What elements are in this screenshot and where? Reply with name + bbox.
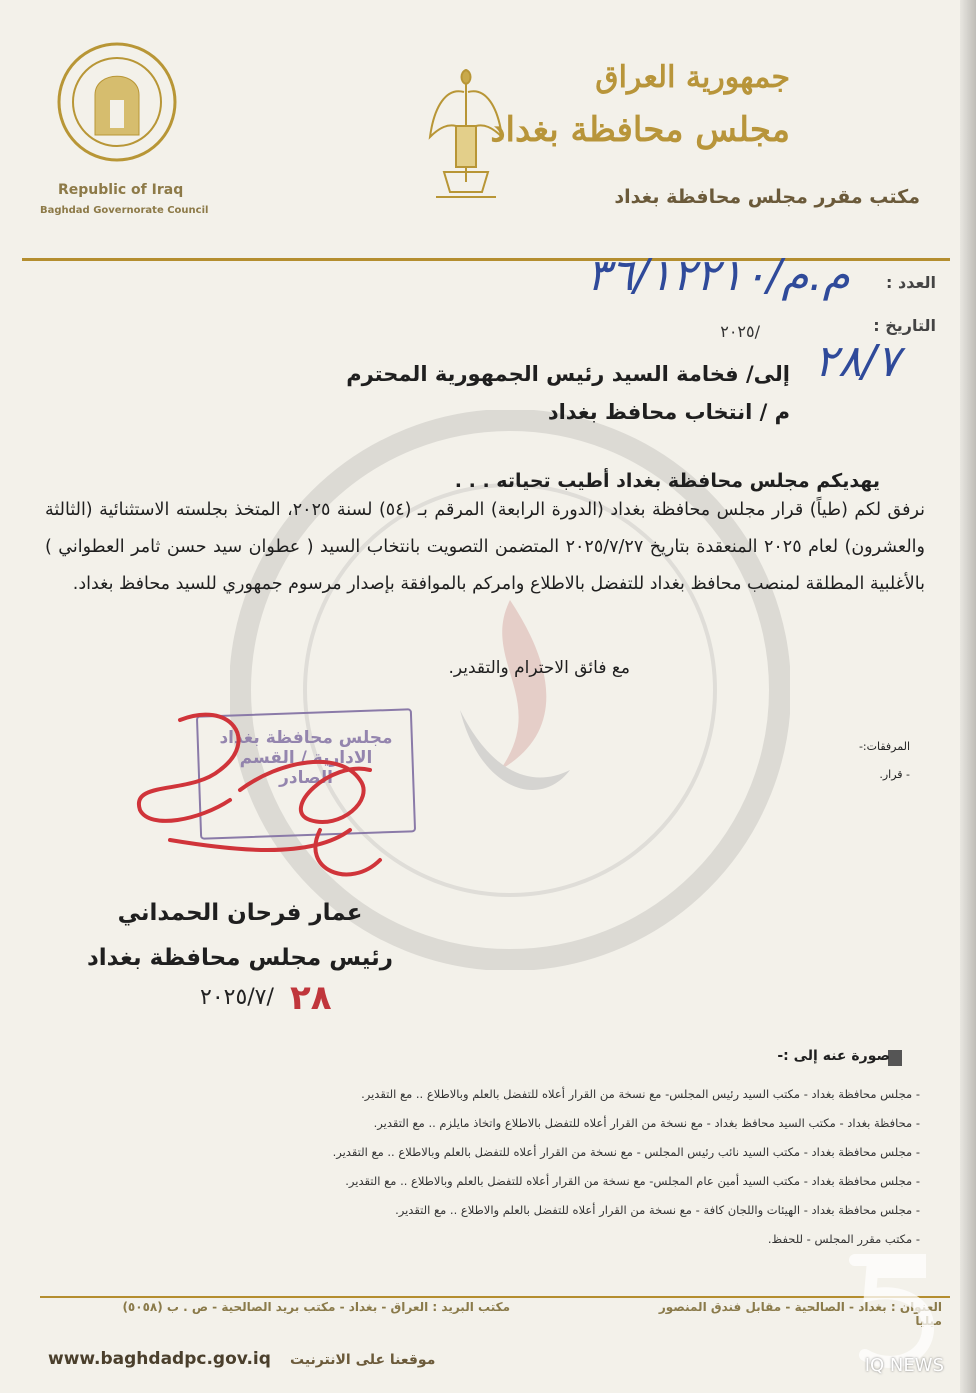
- footer-website-link[interactable]: www.baghdadpc.gov.iq: [48, 1349, 271, 1369]
- cc-item: - مجلس محافظة بغداد - الهيئات واللجان كافة - مع نسخة من القرار أعلاه للتفضل بالعلم والاطلاع .. مع التقدير.: [395, 1203, 920, 1217]
- cc-item: - مكتب مقرر المجلس - للحفظ.: [767, 1232, 920, 1246]
- footer-website-label: موقعنا على الانترنيت: [290, 1352, 436, 1368]
- page-edge: [960, 0, 976, 1393]
- cc-item: - مجلس محافظة بغداد - مكتب السيد أمين عام المجلس- مع نسخة من القرار أعلاه للتفضل بالعلم وبالاطلاع .. مع التقدير.: [345, 1174, 920, 1188]
- stamp-line3: الصادر: [279, 768, 333, 788]
- signature-icon: [110, 700, 450, 900]
- attachments-item: - قرار.: [879, 768, 910, 781]
- header-english-line2: Baghdad Governorate Council: [40, 205, 209, 216]
- signer-title: رئيس مجلس محافظة بغداد: [87, 945, 393, 971]
- greeting-line: يهديكم مجلس محافظة بغداد أطيب تحياته . . .: [454, 470, 880, 492]
- signer-date: ٢٠٢٥/٧/: [200, 985, 274, 1010]
- subject-line: م / انتخاب محافظ بغداد: [547, 400, 790, 424]
- closing-line: مع فائق الاحترام والتقدير.: [448, 658, 630, 678]
- body-paragraph: نرفق لكم (طياً) قرار مجلس محافظة بغداد (الدورة الرابعة) المرقم بـ (٥٤) لسنة ٢٠٢٥، المتخذ بجلسته الاستثنائية (الثالثة والعشرون) لعام ٢٠٢٥ المنعقدة بتاريخ ٢٠٢٥/٧/٢٧ المتضمن التصويت بانتخاب السيد ( عطوان سيد حسن ثامر العطواني ) بالأغلبية المطلقة لمنصب محافظ بغداد للتفضل بالاطلاع وامركم بالموافقة بإصدار مرسوم جمهوري للسيد محافظ بغداد.: [45, 500, 926, 594]
- cc-item: - محافظة بغداد - مكتب السيد محافظ بغداد - مع نسخة من القرار أعلاه للتفضل بالاطلاع واتخاذ مايلزم .. مع التقدير.: [373, 1116, 920, 1130]
- council-seal-icon: [55, 40, 180, 165]
- header-arabic-subtitle: مجلس محافظة بغداد: [490, 110, 790, 150]
- date-year: ٢٠٢٥/: [720, 322, 760, 341]
- date-label: التاريخ :: [873, 316, 936, 335]
- signer-date-handwritten: ٢٨: [290, 978, 332, 1018]
- cc-heading: صورة عنه إلى :-: [777, 1048, 890, 1064]
- document-icon: [888, 1050, 902, 1066]
- signer-name: عمار فرحان الحمداني: [117, 900, 363, 926]
- eagle-emblem-icon: [426, 62, 506, 207]
- footer-divider: [40, 1296, 950, 1298]
- recipient-line: إلى/ فخامة السيد رئيس الجمهورية المحترم: [346, 362, 790, 386]
- reference-label: العدد :: [886, 273, 936, 292]
- date-handwritten: ٢٨/٧: [814, 336, 900, 387]
- cc-list: [320, 1080, 920, 1254]
- footer-po-box: مكتب البريد : العراق - بغداد - مكتب بريد الصالحية - ص . ب (٥٠٥٨): [122, 1300, 510, 1314]
- reference-number: م.م/٣٦/١٢٢١٠: [586, 250, 850, 301]
- footer-address: العنوان : بغداد - الصالحية - مقابل فندق المنصور ميليا: [658, 1300, 942, 1328]
- cc-item: - مجلس محافظة بغداد - مكتب السيد رئيس المجلس- مع نسخة من القرار أعلاه للتفضل بالعلم وبالاطلاع .. مع التقدير.: [361, 1087, 920, 1101]
- attachments-label: المرفقات:-: [858, 740, 910, 753]
- header-office: مكتب مقرر مجلس محافظة بغداد: [614, 186, 920, 208]
- cc-item: - مجلس محافظة بغداد - مكتب السيد نائب رئيس المجلس - مع نسخة من القرار أعلاه للتفضل بالعلم وبالاطلاع .. مع التقدير.: [332, 1145, 920, 1159]
- brand-text: IQ NEWS: [864, 1355, 944, 1376]
- stamp-line1: مجلس محافظة بغداد: [219, 728, 393, 748]
- header-english-line1: Republic of Iraq: [58, 182, 184, 198]
- header-arabic-title: جمهورية العراق: [595, 60, 790, 95]
- stamp-line2: الادارية / القسم: [239, 748, 373, 768]
